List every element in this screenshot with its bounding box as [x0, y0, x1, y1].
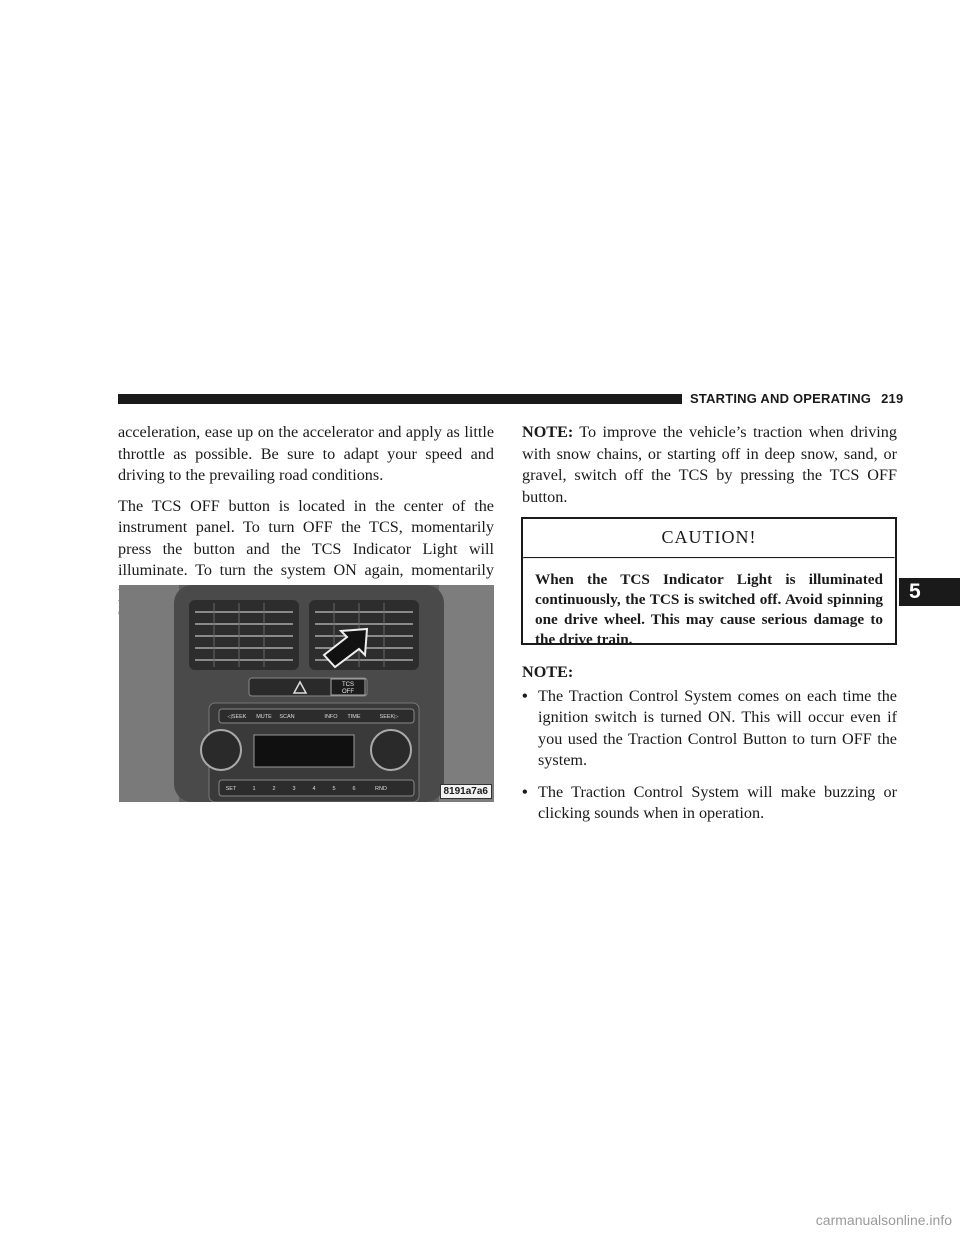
radio-label-seek-back: ◁SEEK — [227, 714, 247, 720]
list-item — [522, 686, 897, 772]
note-label: NOTE: — [522, 423, 574, 441]
note-list-title: NOTE: — [522, 663, 574, 681]
right-column — [522, 422, 897, 517]
note-list — [522, 662, 897, 835]
radio-label-preset-1: 1 — [252, 786, 256, 792]
radio-label-preset-6: 6 — [352, 786, 356, 792]
radio-label-preset-5: 5 — [332, 786, 336, 792]
radio-label-time: TIME — [347, 714, 361, 720]
header-rule — [118, 394, 682, 404]
section-title: STARTING AND OPERATING — [690, 391, 872, 406]
instrument-panel-illustration — [119, 585, 494, 802]
note-text: To improve the vehicle’s traction when driving with snow chains, or starting off in deep snow, sand, or gravel, switch off the TCS by pressing the TCS OFF button. — [522, 423, 897, 506]
radio-label-seek-fwd: SEEK▷ — [379, 714, 399, 720]
bullet-icon: • — [522, 686, 528, 705]
paragraph-tcs-button: The TCS OFF button is located in the center of the instrument panel. To turn OFF the TCS, momentarily press the button and the TCS Indicator Light will illuminate. To turn the system ON again, momentarily — [118, 496, 494, 579]
caution-body: When the TCS Indicator Light is illuminated continuously, the TCS is switched off. Avoid spinning one drive wheel. This may cause serious damage to the drive train. — [535, 571, 883, 648]
watermark: carmanualsonline.info — [815, 1212, 952, 1228]
radio-label-set: SET — [225, 786, 237, 792]
list-item-text: The Traction Control System comes on each time the ignition switch is turned ON. This will occur even if you used the Traction Control Button to turn OFF the system. — [538, 686, 897, 769]
paragraph-acceleration: acceleration, ease up on the accelerator and apply as little throttle as possible. Be sure to adapt your speed and driving to the prevailing road conditions. — [118, 423, 494, 484]
radio-label-scan: SCAN — [279, 714, 295, 720]
tcs-label-line2: OFF — [342, 689, 354, 695]
caution-box — [521, 517, 897, 648]
instrument-panel-photo — [119, 585, 494, 802]
caution-title: CAUTION! — [661, 527, 757, 547]
radio-label-preset-4: 4 — [312, 786, 316, 792]
page-number: 219 — [881, 391, 904, 406]
radio-label-preset-3: 3 — [292, 786, 296, 792]
note-paragraph — [522, 422, 897, 508]
radio-label-rnd: RND — [375, 786, 387, 792]
tcs-label-line1: TCS — [342, 682, 354, 688]
list-item-text: The Traction Control System will make buzzing or clicking sounds when in operation. — [538, 782, 897, 822]
radio-label-preset-2: 2 — [272, 786, 276, 792]
radio-label-mute: MUTE — [256, 714, 272, 720]
running-header — [690, 391, 903, 406]
section-tab: 5 — [899, 578, 960, 606]
radio-label-info: INFO — [324, 714, 338, 720]
image-code: 8191a7a6 — [440, 784, 493, 799]
list-item — [522, 782, 897, 825]
bullet-icon: • — [522, 782, 528, 801]
